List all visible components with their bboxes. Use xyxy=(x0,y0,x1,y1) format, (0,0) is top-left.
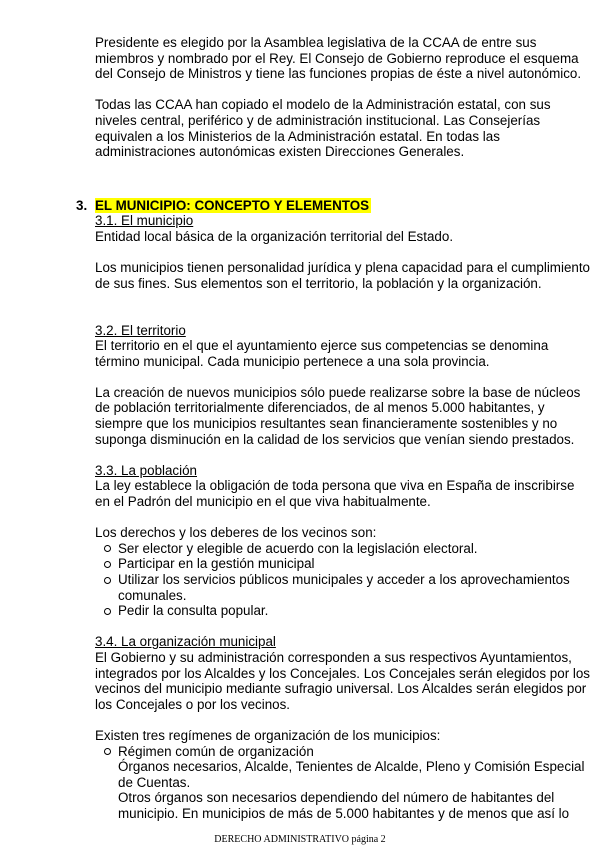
regime-description-2: Otros órganos son necesarios dependiendo del número de habitantes del municipio. En municipios de más de 5.000 habitantes y de menos que así lo xyxy=(118,790,570,821)
subsection-heading-3-1: 3.1. El municipio xyxy=(95,213,194,229)
page-footer: DERECHO ADMINISTRATIVO página 2 xyxy=(214,834,386,845)
subsection-heading-3-2: 3.2. El territorio xyxy=(95,322,186,338)
list-item xyxy=(95,744,590,822)
regimes-list xyxy=(95,744,590,822)
list-item: Participar en la gestión municipal xyxy=(95,556,590,572)
s32-paragraph-2: La creación de nuevos municipios sólo puede realizarse sobre la base de núcleos de población territorialmente diferenciados, de al menos 5.000 habitantes, y siempre que los municipios resultantes sean financieramente sostenibles y no suponga disminución en la calidad de los servicios que venían siendo prestados. xyxy=(95,384,581,447)
regime-title: Régimen común de organización xyxy=(118,743,314,759)
s31-paragraph-1: Entidad local básica de la organización territorial del Estado. xyxy=(95,228,454,244)
rights-list xyxy=(95,541,590,619)
s34-paragraph-2: Existen tres regímenes de organización de los municipios: xyxy=(95,727,441,743)
list-item: Utilizar los servicios públicos municipales y acceder a los aprovechamientos comunales. xyxy=(95,572,590,603)
s33-paragraph-1: La ley establece la obligación de toda persona que viva en España de inscribirse en el Padrón del municipio en el que viva habitualmente. xyxy=(95,478,575,510)
subsection-heading-3-4: 3.4. La organización municipal xyxy=(95,634,276,650)
s31-paragraph-2: Los municipios tienen personalidad jurídica y plena capacidad para el cumplimiento de sus fines. Sus elementos son el territorio, la población y la organización. xyxy=(95,260,591,291)
list-item: Ser elector y elegible de acuerdo con la legislación electoral. xyxy=(95,541,590,557)
regime-description-1: Órganos necesarios, Alcalde, Tenientes de Alcalde, Pleno y Comisión Especial de Cuentas. xyxy=(118,759,585,790)
s34-paragraph-1: El Gobierno y su administración corresponden a sus respectivos Ayuntamientos, integrados por los Alcaldes y los Concejales. Los Concejales serán elegidos por los vecinos del municipio mediante sufragio universal. Los Alcaldes serán elegidos por los Concejales o por los vecinos. xyxy=(95,649,590,712)
list-item: Pedir la consulta popular. xyxy=(95,603,590,619)
intro-paragraph-1: Presidente es elegido por la Asamblea legislativa de la CCAA de entre sus miembros y nombrado por el Rey. El Consejo de Gobierno reproduce el esquema del Consejo de Ministros y tiene las funciones propias de éste a nivel autonómico. xyxy=(95,35,582,82)
intro-paragraph-2: Todas las CCAA han copiado el modelo de la Administración estatal, con sus niveles central, periférico y de administración institucional. Las Consejerías equivalen a los Ministerios de la Administración estatal. En todas las administraciones autonómicas existen Direcciones Generales. xyxy=(95,97,551,160)
section-title: EL MUNICIPIO: CONCEPTO Y ELEMENTOS xyxy=(95,197,370,213)
section-heading xyxy=(76,197,590,214)
subsection-heading-3-3: 3.3. La población xyxy=(95,462,197,478)
page-content xyxy=(76,35,591,822)
s32-paragraph-1: El territorio en el que el ayuntamiento ejerce sus competencias se denomina término municipal. Cada municipio pertenece a una sola provincia. xyxy=(95,338,549,369)
s33-paragraph-2: Los derechos y los deberes de los vecinos son: xyxy=(95,525,377,541)
section-number: 3. xyxy=(76,197,88,213)
